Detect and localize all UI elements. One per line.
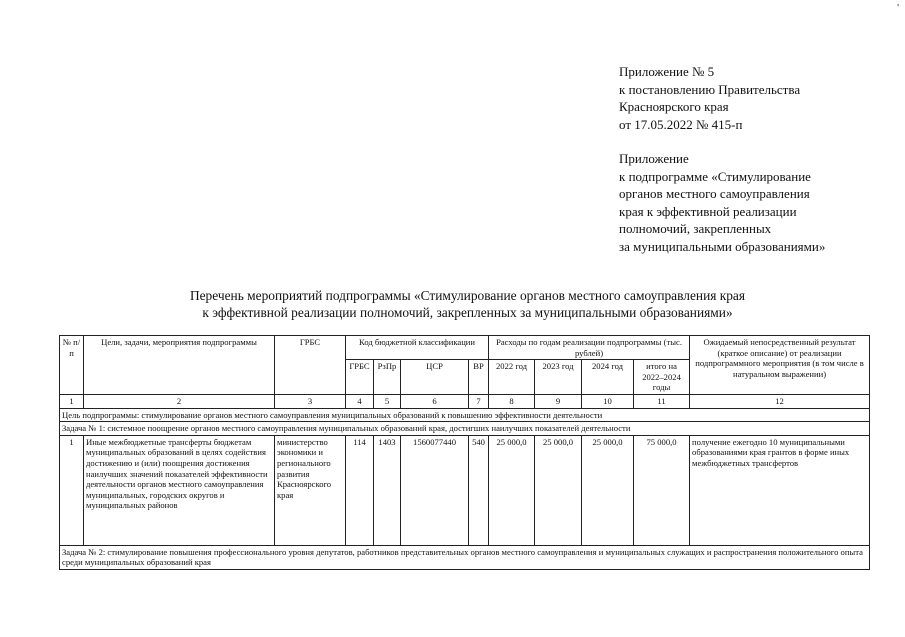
cell-rzpr: 1403 [374, 435, 401, 545]
column-number: 8 [489, 394, 535, 408]
title-line: Перечень мероприятий подпрограммы «Стимулирование органов местного самоуправления края [189, 288, 746, 303]
column-number: 1 [60, 394, 84, 408]
cell-csr: 1560077440 [401, 435, 469, 545]
subheader-csr: ЦСР [401, 360, 469, 395]
task2-row [60, 545, 870, 569]
cell-2024: 25 000,0 [582, 435, 634, 545]
subheader-2022: 2022 год [489, 360, 535, 395]
goal-row [60, 408, 870, 422]
subheader-2024: 2024 год [582, 360, 634, 395]
column-number: 3 [275, 394, 346, 408]
task2-cell: Задача № 2: стимулирование повышения профессионального уровня депутатов, работников представительных органов местного самоуправления и муниципальных служащих и распространения положительного опыта среди муниципальных образований края [60, 545, 870, 569]
approval-stamp-resolution [619, 63, 800, 133]
approval-line: к подпрограмме «Стимулирование [619, 168, 811, 184]
cell-2023: 25 000,0 [535, 435, 582, 545]
approval-line: Красноярского края [619, 99, 729, 114]
approval-line: органов местного самоуправления [619, 186, 810, 201]
column-number-row [60, 394, 870, 408]
measures-table [59, 335, 870, 570]
document-title [0, 287, 905, 321]
cell-expected-result: получение ежегодно 10 муниципальными образованиями края грантов в форме иных межбюджетных трансфертов [690, 435, 870, 545]
cell-num: 1 [60, 435, 84, 545]
subheader-vr: ВР [469, 360, 489, 395]
header-expenses: Расходы по годам реализации подпрограммы (тыс. рублей) [489, 336, 690, 360]
cell-2022: 25 000,0 [489, 435, 535, 545]
subheader-total: итого на 2022–2024 годы [634, 360, 690, 395]
subheader-grbs: ГРБС [346, 360, 374, 395]
column-number: 9 [535, 394, 582, 408]
column-number: 2 [84, 394, 275, 408]
approval-line: за муниципальными образованиями» [619, 238, 826, 254]
cell-total: 75 000,0 [634, 435, 690, 545]
header-num: № п/п [60, 336, 84, 395]
cell-measure-name: Иные межбюджетные трансферты бюджетам муниципальных образований в целях содействия достижению и (или) поощрения достижения наилучших значений показателей эффективности деятельности органов местного самоуправления муниципальных, городских округов и муниципальных районов [84, 435, 275, 545]
header-goals: Цели, задачи, мероприятия подпрограммы [84, 336, 275, 395]
header-row [60, 336, 870, 360]
column-number: 7 [469, 394, 489, 408]
cell-grbs: 114 [346, 435, 374, 545]
title-line: к эффективной реализации полномочий, закрепленных за муниципальными образованиями» [202, 305, 733, 320]
table-row [60, 435, 870, 545]
column-number: 6 [401, 394, 469, 408]
goal-cell: Цель подпрограммы: стимулирование органов местного самоуправления муниципальных образований к повышению эффективности деятельности [60, 408, 870, 422]
cell-grbs-name: министерство экономики и регионального развития Красноярского края [275, 435, 346, 545]
approval-line: края к эффективной реализации [619, 203, 797, 219]
task1-row [60, 422, 870, 436]
scan-mark: ' [897, 3, 899, 14]
approval-stamp-subprogram [619, 150, 825, 255]
cell-vr: 540 [469, 435, 489, 545]
subheader-rzpr: РзПр [374, 360, 401, 395]
approval-line: от 17.05.2022 № 415-п [619, 116, 743, 132]
column-number: 4 [346, 394, 374, 408]
header-expected-result: Ожидаемый непосредственный результат (краткое описание) от реализации подпрограммного мероприятия (в том числе в натуральном выражении) [690, 336, 870, 395]
header-budget-code: Код бюджетной классификации [346, 336, 489, 360]
task1-cell: Задача № 1: системное поощрение органов местного самоуправления муниципальных образований края, достигших наилучших показателей деятельности [60, 422, 870, 436]
column-number: 12 [690, 394, 870, 408]
approval-line: к постановлению Правительства [619, 81, 801, 97]
column-number: 10 [582, 394, 634, 408]
subheader-2023: 2023 год [535, 360, 582, 395]
approval-line: Приложение [619, 151, 689, 166]
approval-line: Приложение № 5 [619, 64, 715, 79]
column-number: 11 [634, 394, 690, 408]
column-number: 5 [374, 394, 401, 408]
header-grbs: ГРБС [275, 336, 346, 395]
approval-line: полномочий, закрепленных [619, 221, 772, 236]
